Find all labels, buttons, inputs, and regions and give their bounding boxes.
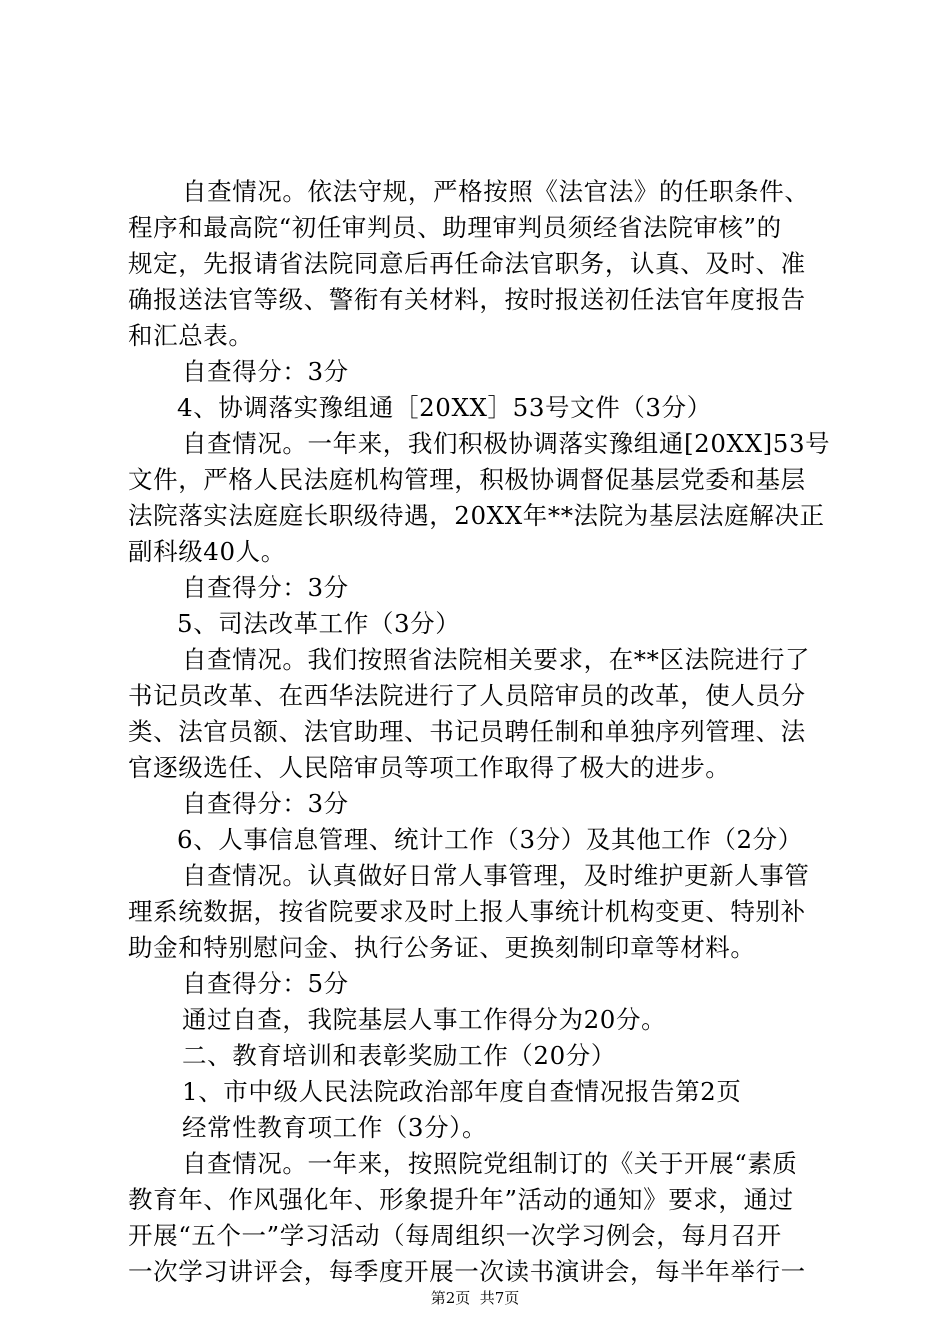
- paragraph-line: 自查情况。认真做好日常人事管理，及时维护更新人事管: [182, 861, 810, 890]
- score-line: 自查得分：3分: [182, 789, 349, 818]
- paragraph-line: 法院落实法庭庭长职级待遇，20XX年**法院为基层法庭解决正: [128, 501, 825, 530]
- paragraph-line: 类、法官员额、法官助理、书记员聘任制和单独序列管理、法: [128, 717, 806, 746]
- section-heading: 1、市中级人民法院政治部年度自查情况报告第2页: [182, 1077, 742, 1106]
- paragraph-line: 理系统数据，按省院要求及时上报人事统计机构变更、特别补: [128, 897, 806, 926]
- section-heading: 二、教育培训和表彰奖励工作（20分）: [182, 1041, 616, 1070]
- paragraph-line: 教育年、作风强化年、形象提升年”活动的通知》要求，通过: [128, 1185, 794, 1214]
- paragraph-line: 自查情况。一年来，我们积极协调落实豫组通[20XX]53号: [182, 429, 831, 458]
- section-heading: 4、协调落实豫组通［20XX］53号文件（3分）: [177, 393, 712, 422]
- paragraph-line: 自查情况。依法守规，严格按照《法官法》的任职条件、: [182, 177, 810, 206]
- score-line: 自查得分：3分: [182, 573, 349, 602]
- paragraph-line: 自查情况。一年来，按照院党组制订的《关于开展“素质: [182, 1149, 798, 1178]
- summary-line: 通过自查，我院基层人事工作得分为20分。: [182, 1005, 667, 1034]
- paragraph-line: 文件，严格人民法庭机构管理，积极协调督促基层党委和基层: [128, 465, 806, 494]
- paragraph-line: 确报送法官等级、警衔有关材料，按时报送初任法官年度报告: [128, 285, 806, 314]
- page-footer: 第2页 共7页: [430, 1289, 520, 1307]
- paragraph-line: 一次学习讲评会，每季度开展一次读书演讲会，每半年举行一: [128, 1257, 806, 1286]
- score-line: 自查得分：3分: [182, 357, 349, 386]
- paragraph-line: 官逐级选任、人民陪审员等项工作取得了极大的进步。: [128, 753, 731, 782]
- paragraph-line: 助金和特别慰问金、执行公务证、更换刻制印章等材料。: [128, 933, 756, 962]
- paragraph-line: 规定，先报请省法院同意后再任命法官职务，认真、及时、准: [128, 249, 806, 278]
- paragraph-line: 书记员改革、在西华法院进行了人员陪审员的改革，使人员分: [128, 681, 806, 710]
- section-heading: 经常性教育项工作（3分）。: [182, 1113, 488, 1142]
- paragraph-line: 开展“五个一”学习活动（每周组织一次学习例会，每月召开: [128, 1221, 782, 1250]
- section-heading: 5、司法改革工作（3分）: [177, 609, 461, 638]
- paragraph-line: 程序和最高院“初任审判员、助理审判员须经省法院审核”的: [128, 213, 782, 242]
- paragraph-line: 自查情况。我们按照省法院相关要求，在**区法院进行了: [182, 645, 811, 674]
- section-heading: 6、人事信息管理、统计工作（3分）及其他工作（2分）: [177, 825, 803, 854]
- paragraph-line: 副科级40人。: [128, 537, 286, 566]
- paragraph-line: 和汇总表。: [128, 321, 254, 350]
- score-line: 自查得分：5分: [182, 969, 349, 998]
